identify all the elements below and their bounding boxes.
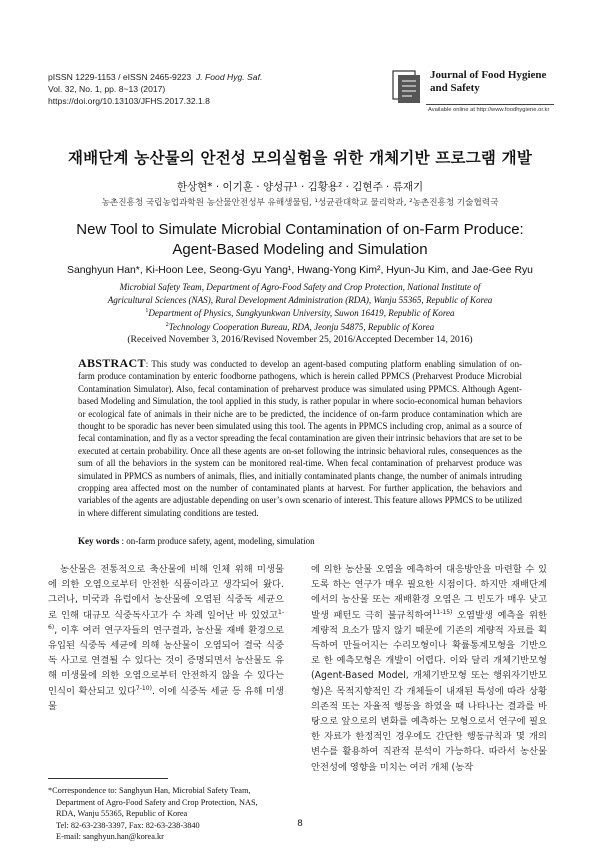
footnote-divider — [48, 778, 168, 779]
journal-url[interactable]: Available online at http://www.foodhygiene.or.kr — [428, 107, 550, 113]
korean-title: 재배단계 농산물의 안전성 모의실험을 위한 개체기반 프로그램 개발 — [67, 149, 533, 167]
korean-affiliation: 농촌진흥청 국립농업과학원 농산물안전성부 유해생물팀, ¹성균관대학교 물리학과, ²농촌진흥청 기술협력국 — [101, 198, 499, 208]
english-affiliations: Microbial Safety Team, Department of Agro-Food Safety and Crop Protection, National Institute of Agricultural Sciences (NAS), Rural Development Administration (RDA), Wanju 55365, Republic of Korea $^1$Department of Physics, Sungkyunkwan University, Suwon 16419, Republic of Korea $^2$Technology Cooperation Bureau, RDA, Jeonju 54875, Republic of Korea — [107, 282, 493, 332]
page-number: 8 — [297, 818, 303, 829]
journal-abbrev: J. Food Hyg. Saf. — [195, 72, 263, 82]
logo-divider — [426, 104, 554, 105]
abstract-label: ABSTRACT — [78, 356, 146, 370]
journal-logo-icon — [392, 70, 424, 104]
citation: 1-6) — [48, 608, 284, 631]
received-dates: (Received November 3, 2016/Revised November 25, 2016/Accepted December 14, 2016) — [127, 334, 473, 345]
issn-line: pISSN 1229-1153 / eISSN 2465-9223 J. Food Hyg. Saf. — [48, 72, 263, 82]
email-link[interactable]: E-mail: sanghyun.han@korea.kr — [56, 832, 164, 842]
correspondence-footnote: *Correspondence to: Sanghyun Han, Microbial Safety Team, Department of Agro-Food Safety and Crop Protection, NAS, RDA, Wanju 55365, Republic of Korea Tel: 82-63-238-3397, Fax: 82-63-238-3840 E-mail: sanghyun.han@korea.kr — [48, 785, 288, 843]
body-column-right: 에 의한 농산물 오염을 예측하여 대응방안을 마련할 수 있도록 하는 연구가 매우 필요한 시점이다. 하지만 재배단계에서의 농산물 또는 재배환경 오염은 그 빈도가 매우 낮고 발생 패턴도 극히 불규칙하여$^{11-15)}$ 오염발생 예측을 위한 계량적 요소가 많지 않기 때문에 기존의 계량적 자료를 획득하여 만들어지는 수리모형이나 확률통계모형을 기반으로 한 예측모형은 개발이 어렵다. 이와 달리 개체기반모형(Agent-Based Model, 개체기반모형 또는 행위자기반모형)은 목적지향적인 각 개체들이 내재된 특성에 따라 상황 의존적 또는 자율적 행동을 하였을 때 나타나는 결과를 바탕으로 앞으로의 변화를 예측하는 모형으로서 연구에 필요한 자료가 한정적인 경우에도 간단한 행동규칙과 몇 개의 변수를 활용하여 직관적 분석이 가능하다. 따라서 농산물 안전성에 영향을 미치는 여러 개체 (농작 — [311, 564, 547, 773]
journal-logo-title: Journal of Food Hygiene and Safety — [430, 69, 547, 94]
body-column-left: 농산물은 전통적으로 축산물에 비해 인체 위해 미생물에 의한 오염으로부터 안전한 식품이라고 생각되어 왔다. 그러나, 미국과 유럽에서 농산물에 오염된 식중독 세균으로 인해 대규모 식중독사고가 수 차례 일어난 바 있었고$^{1-6)}$, 이후 여러 연구자들의 연구결과, 농산물 재배 환경으로 유입된 식중독 세균에 의해 농산물이 오염되어 결국 식중독 사고로 연결될 수 있다는 것이 증명되면서 농산물도 유해 미생물에 의한 오염으로부터 안전하지 않을 수 있다는 인식이 확산되고 있다$^{7-10)}$. 이에 식중독 세균 등 유해 미생물 — [48, 564, 284, 712]
keywords: Key words : on-farm produce safety, agent, modeling, simulation — [78, 536, 315, 546]
journal-header — [48, 71, 262, 107]
korean-authors: 한상현* · 이기훈 · 양성규¹ · 김황용² · 김현주 · 류재기 — [176, 181, 424, 193]
english-authors: Sanghyun Han*, Ki-Hoon Lee, Seong-Gyu Yang¹, Hwang-Yong Kim², Hyun-Ju Kim, and Jae-Gee Ryu — [67, 265, 533, 276]
keywords-label: Key words — [78, 536, 120, 546]
volume-line: Vol. 32, No. 1, pp. 8~13 (2017) — [48, 84, 166, 94]
citation: 7-10) — [135, 684, 152, 692]
doi-link[interactable]: https://doi.org/10.13103/JFHS.2017.32.1.8 — [48, 96, 210, 106]
english-title: New Tool to Simulate Microbial Contamination of on-Farm Produce: Agent-Based Modeling and Simulation — [76, 221, 524, 258]
citation: 11-15) — [432, 608, 453, 616]
abstract — [78, 357, 522, 519]
abstract-text: : This study was conducted to develop an agent-based computing platform enabling simulation of on-farm produce contamination by enteric foodborne pathogens, which is herein called PPMCS (Preharvest Produce Microbial Contamination Simulator). Also, fecal contamination of preharvest produce was simulated using PPMCS. Although Agent-based Modeling and Simulation, the tool applied in this study, is rather popular in where socio-economical human behaviors or ecological fate of animals in their niche are to be predicted, the incidence of on-farm produce contamination which are thought to be sporadic has never been simulated using this tool. The agents in PPMCS including crop, animal as a source of fecal contamination, and fly as a vector spreading the fecal contamination are given their intrinsic behaviors that are set to be executed at certain probability. Once all these agents are on-set following the intrinsic behavioral rules, consequences as the sum of all the behaviors in the system can be monitored real-time. When fecal contamination of preharvest produce was simulated in PPMCS as numbers of animals, flies, and initially contaminated plants change, the number of animals intruding cropping area affected most on the number of contaminated plants at harvest. For further application, the behaviors and variables of the agents are adjustable depending on user’s own scenario of interest. This feature allows PPMCS to be utilized in where different simulating conditions are tested. — [78, 359, 522, 518]
